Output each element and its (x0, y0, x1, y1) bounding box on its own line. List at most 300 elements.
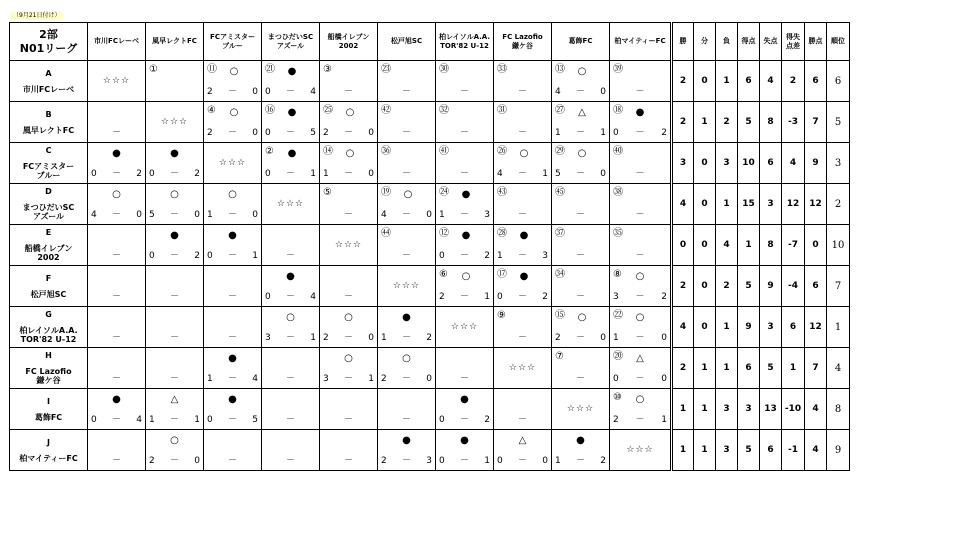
score-for: 0 (497, 456, 503, 466)
stat-value: 15 (738, 184, 760, 225)
match-number: ㊸ (497, 187, 507, 198)
result-symbol: ○ (228, 189, 237, 200)
result-symbol: ○ (635, 312, 645, 323)
unplayed-dash: － (635, 169, 645, 179)
stat-value: 12 (805, 184, 827, 225)
score-dash: － (459, 251, 469, 261)
match-cell (378, 102, 436, 143)
match-cell (262, 307, 320, 348)
unplayed-dash: － (227, 292, 237, 302)
match-number: ⑦ (555, 351, 564, 362)
match-number: ㉚ (439, 64, 449, 75)
team-label (10, 225, 88, 266)
score-dash: － (401, 374, 411, 384)
match-cell (262, 102, 320, 143)
score-against: 0 (661, 333, 667, 343)
rank-value: 5 (827, 102, 850, 143)
stat-value: 9 (805, 143, 827, 184)
team-label (10, 389, 88, 430)
match-cell (494, 143, 552, 184)
match-cell (436, 389, 494, 430)
stat-value: 1 (694, 389, 716, 430)
match-cell (378, 225, 436, 266)
match-cell (552, 348, 610, 389)
team-label (10, 348, 88, 389)
stat-value: 12 (782, 184, 805, 225)
team-label (10, 102, 88, 143)
match-number: ㉗ (555, 105, 565, 116)
match-cell (320, 430, 378, 471)
match-number: ㊳ (613, 187, 623, 198)
column-header-team: 船橋イレブン 2002 (320, 23, 378, 61)
match-cell (262, 389, 320, 430)
match-number: ㉓ (381, 64, 391, 75)
team-letter: D (45, 187, 52, 196)
unplayed-dash: － (169, 292, 179, 302)
score-against: 2 (484, 251, 490, 261)
unplayed-dash: － (401, 169, 411, 179)
score-for: 0 (439, 251, 445, 261)
match-cell (262, 348, 320, 389)
stat-value: 2 (672, 61, 694, 102)
match-cell (378, 307, 436, 348)
score (381, 333, 432, 343)
team-label (10, 307, 88, 348)
unplayed-dash: － (635, 210, 645, 220)
stat-header: 順位 (827, 23, 850, 61)
unplayed-dash: － (343, 210, 353, 220)
team-letter: G (45, 310, 52, 319)
unplayed-dash: － (459, 87, 469, 97)
score-for: 2 (439, 292, 445, 302)
match-cell (146, 143, 204, 184)
score-against: 0 (194, 210, 200, 220)
match-number: ㉑ (265, 64, 275, 75)
result-symbol: △ (518, 435, 527, 446)
stat-value: 0 (672, 225, 694, 266)
column-header-team: 柏マイティーFC (610, 23, 672, 61)
score-dash: － (285, 333, 295, 343)
match-number: ㉞ (555, 269, 565, 280)
score (613, 415, 667, 425)
score-against: 1 (368, 374, 374, 384)
match-cell (610, 348, 672, 389)
match-cell (436, 143, 494, 184)
unplayed-dash: － (169, 333, 179, 343)
result-symbol: ● (402, 312, 411, 323)
stat-value: 8 (760, 102, 782, 143)
match-cell (320, 266, 378, 307)
result-symbol: ● (460, 435, 469, 446)
stat-value: -7 (782, 225, 805, 266)
score-dash: － (575, 456, 585, 466)
match-cell (88, 225, 146, 266)
score-dash: － (285, 87, 295, 97)
match-cell (610, 266, 672, 307)
match-number: ㊱ (381, 146, 391, 157)
score-against: 0 (426, 210, 432, 220)
score-for: 0 (265, 169, 271, 179)
score (613, 374, 667, 384)
result-symbol: ● (112, 148, 121, 159)
unplayed-dash: － (111, 374, 121, 384)
match-cell (552, 184, 610, 225)
score-dash: － (169, 415, 179, 425)
score-for: 0 (265, 292, 271, 302)
score-against: 2 (600, 456, 606, 466)
match-number: ⑱ (613, 105, 623, 116)
result-symbol: ○ (577, 312, 587, 323)
score-for: 3 (323, 374, 329, 384)
rank-value: 1 (827, 307, 850, 348)
unplayed-dash: － (459, 128, 469, 138)
score-against: 3 (426, 456, 432, 466)
score-dash: － (227, 374, 237, 384)
score-dash: － (227, 128, 237, 138)
result-symbol: △ (578, 107, 586, 118)
score (555, 169, 606, 179)
score-for: 2 (613, 415, 619, 425)
score-dash: － (575, 333, 585, 343)
score (323, 128, 374, 138)
score-against: 5 (310, 128, 316, 138)
match-cell (320, 184, 378, 225)
table-row (10, 143, 850, 184)
unplayed-dash: － (401, 87, 411, 97)
match-cell (320, 61, 378, 102)
result-symbol: △ (170, 394, 179, 405)
match-cell (436, 266, 494, 307)
match-cell (494, 430, 552, 471)
result-symbol: ● (170, 148, 179, 159)
date-label: （9月21日付け） (10, 12, 63, 20)
unplayed-dash: － (227, 456, 237, 466)
match-cell (552, 430, 610, 471)
stat-value: 6 (760, 430, 782, 471)
score-dash: － (635, 333, 645, 343)
score-for: 3 (265, 333, 271, 343)
score (555, 456, 606, 466)
score-dash: － (517, 292, 527, 302)
match-cell (320, 348, 378, 389)
stat-value: 1 (716, 184, 738, 225)
match-cell (378, 389, 436, 430)
stat-value: 2 (716, 102, 738, 143)
stat-value: 4 (805, 430, 827, 471)
league-title (10, 23, 88, 61)
match-number: ㉝ (497, 64, 507, 75)
match-cell (204, 225, 262, 266)
unplayed-dash: － (517, 333, 527, 343)
score-against: 0 (194, 456, 200, 466)
score-for: 1 (207, 210, 213, 220)
stat-value: 6 (805, 61, 827, 102)
match-cell (494, 225, 552, 266)
unplayed-dash: － (343, 456, 353, 466)
table-row (10, 348, 850, 389)
score (439, 292, 490, 302)
score (381, 374, 432, 384)
score-for: 0 (497, 292, 503, 302)
score-dash: － (111, 415, 121, 425)
stat-value: 3 (716, 430, 738, 471)
table-row (10, 389, 850, 430)
unplayed-dash: － (575, 210, 585, 220)
result-symbol: ○ (345, 107, 355, 118)
match-cell (204, 389, 262, 430)
score-against: 0 (252, 87, 258, 97)
rank-value: 6 (827, 61, 850, 102)
score-against: 0 (661, 374, 667, 384)
match-cell (552, 225, 610, 266)
score-for: 0 (91, 169, 97, 179)
score-for: 5 (555, 169, 561, 179)
score-against: 2 (194, 251, 200, 261)
match-cell (378, 143, 436, 184)
unplayed-dash: － (343, 87, 353, 97)
stat-value: 0 (694, 61, 716, 102)
unplayed-dash: － (517, 128, 527, 138)
team-name: FC Lazofio 鎌ケ谷 (25, 367, 72, 385)
table-row (10, 266, 850, 307)
match-cell (378, 61, 436, 102)
match-cell (320, 143, 378, 184)
self-match-cell: ☆☆☆ (436, 307, 494, 348)
score-dash: － (635, 374, 645, 384)
score-against: 0 (600, 333, 606, 343)
stat-value: 10 (738, 143, 760, 184)
match-cell (320, 389, 378, 430)
score-for: 1 (555, 456, 561, 466)
score-dash: － (635, 415, 645, 425)
stat-value: 4 (760, 61, 782, 102)
score-for: 0 (149, 251, 155, 261)
match-cell (204, 348, 262, 389)
table-row (10, 225, 850, 266)
match-cell (320, 307, 378, 348)
match-cell (378, 184, 436, 225)
score (381, 456, 432, 466)
result-symbol: ● (519, 230, 529, 241)
match-cell (610, 143, 672, 184)
stat-header: 得失 点差 (782, 23, 805, 61)
match-cell (146, 61, 204, 102)
column-header-team: 松戸旭SC (378, 23, 436, 61)
result-symbol: ● (228, 230, 237, 241)
score-dash: － (517, 251, 527, 261)
team-name: 柏レイソルA.A. TOR'82 U-12 (19, 326, 78, 344)
self-match-cell: ☆☆☆ (610, 430, 672, 471)
self-match-cell: ☆☆☆ (320, 225, 378, 266)
score-dash: － (635, 292, 645, 302)
match-cell (610, 307, 672, 348)
match-number: ㊹ (381, 228, 391, 239)
unplayed-dash: － (635, 251, 645, 261)
match-cell (88, 430, 146, 471)
score-against: 4 (310, 292, 316, 302)
unplayed-dash: － (169, 374, 179, 384)
team-name: 風早レクトFC (22, 125, 75, 135)
score (91, 210, 142, 220)
stat-value: 4 (805, 389, 827, 430)
result-symbol: ● (635, 107, 645, 118)
match-number: ⑧ (613, 269, 622, 280)
stat-header: 勝点 (805, 23, 827, 61)
stat-value: 2 (672, 102, 694, 143)
score-against: 2 (136, 169, 142, 179)
result-symbol: ○ (170, 189, 179, 200)
result-symbol: ● (461, 189, 471, 200)
score-dash: － (459, 210, 469, 220)
unplayed-dash: － (227, 333, 237, 343)
score-against: 1 (661, 415, 667, 425)
score-against: 1 (194, 415, 200, 425)
match-number: ⑨ (497, 310, 506, 321)
unplayed-dash: － (401, 415, 411, 425)
stat-value: 0 (694, 184, 716, 225)
score-dash: － (401, 456, 411, 466)
stat-value: 6 (782, 307, 805, 348)
match-number: ㉒ (613, 310, 623, 321)
stat-value: 9 (760, 266, 782, 307)
score-dash: － (285, 292, 295, 302)
division-label: 2部 (39, 27, 58, 41)
match-cell (552, 61, 610, 102)
score-against: 1 (310, 169, 316, 179)
unplayed-dash: － (401, 251, 411, 261)
score (149, 456, 200, 466)
result-symbol: ○ (402, 353, 411, 364)
stat-value: -3 (782, 102, 805, 143)
match-cell (146, 389, 204, 430)
unplayed-dash: － (111, 128, 121, 138)
match-number: ㊴ (613, 64, 623, 75)
score-dash: － (517, 169, 527, 179)
rank-value: 4 (827, 348, 850, 389)
result-symbol: ● (519, 271, 529, 282)
team-letter: J (47, 437, 50, 447)
score-dash: － (227, 87, 237, 97)
score-against: 0 (600, 87, 606, 97)
match-cell (204, 430, 262, 471)
unplayed-dash: － (285, 251, 295, 261)
self-match-cell: ☆☆☆ (204, 143, 262, 184)
result-symbol: ○ (345, 148, 355, 159)
league-name: N01リーグ (19, 41, 78, 55)
unplayed-dash: － (459, 374, 469, 384)
result-symbol: ○ (519, 148, 529, 159)
result-symbol: ○ (344, 312, 353, 323)
score-dash: － (169, 169, 179, 179)
match-cell (88, 389, 146, 430)
score (207, 251, 258, 261)
match-number: ㊷ (381, 105, 391, 116)
result-symbol: ○ (229, 66, 239, 77)
score (265, 333, 316, 343)
match-cell (262, 430, 320, 471)
stat-header: 失点 (760, 23, 782, 61)
match-number: ⑥ (439, 269, 448, 280)
score-dash: － (227, 210, 237, 220)
stat-value: 1 (672, 389, 694, 430)
result-symbol: ● (228, 394, 237, 405)
unplayed-dash: － (575, 292, 585, 302)
match-cell (552, 266, 610, 307)
score (207, 87, 258, 97)
rank-value: 9 (827, 430, 850, 471)
self-match-cell: ☆☆☆ (88, 61, 146, 102)
score-for: 0 (613, 374, 619, 384)
team-name: FCアミスター ブルー (22, 162, 75, 180)
match-cell (378, 430, 436, 471)
unplayed-dash: － (401, 128, 411, 138)
result-symbol: ○ (344, 353, 353, 364)
self-match-cell: ☆☆☆ (552, 389, 610, 430)
stat-value: 3 (760, 184, 782, 225)
score-dash: － (575, 169, 585, 179)
match-cell (88, 266, 146, 307)
stat-value: 6 (738, 61, 760, 102)
result-symbol: ● (287, 148, 297, 159)
match-number: ⑰ (497, 269, 507, 280)
score-for: 2 (555, 333, 561, 343)
match-cell (88, 143, 146, 184)
result-symbol: △ (636, 353, 644, 364)
match-cell (146, 430, 204, 471)
match-cell (436, 348, 494, 389)
match-cell (552, 143, 610, 184)
match-number: ㉖ (497, 146, 507, 157)
match-number: ⑳ (613, 351, 623, 362)
score-for: 2 (323, 333, 329, 343)
score (265, 87, 316, 97)
score-for: 2 (381, 374, 387, 384)
column-header-team: FCアミスター ブルー (204, 23, 262, 61)
score-dash: － (459, 415, 469, 425)
score (149, 169, 200, 179)
match-cell (378, 348, 436, 389)
score-against: 4 (252, 374, 258, 384)
match-number: ㊺ (555, 187, 565, 198)
result-symbol: ● (228, 353, 237, 364)
stat-header: 勝 (672, 23, 694, 61)
score-against: 1 (310, 333, 316, 343)
stat-value: 3 (738, 389, 760, 430)
match-number: ⑫ (439, 228, 449, 239)
score-for: 0 (439, 415, 445, 425)
match-number: ② (265, 146, 274, 157)
score (265, 292, 316, 302)
score-for: 2 (323, 128, 329, 138)
score-for: 1 (439, 210, 445, 220)
match-cell (610, 61, 672, 102)
score (439, 415, 490, 425)
match-cell (262, 61, 320, 102)
score-dash: － (285, 128, 295, 138)
result-symbol: ● (460, 394, 469, 405)
score (91, 169, 142, 179)
result-symbol: ● (112, 394, 121, 405)
result-symbol: ● (287, 66, 297, 77)
result-symbol: ○ (170, 435, 179, 446)
match-cell (494, 61, 552, 102)
stat-header: 分 (694, 23, 716, 61)
score-dash: － (401, 333, 411, 343)
unplayed-dash: － (343, 415, 353, 425)
score-against: 2 (426, 333, 432, 343)
unplayed-dash: － (111, 333, 121, 343)
stat-value: 0 (694, 143, 716, 184)
